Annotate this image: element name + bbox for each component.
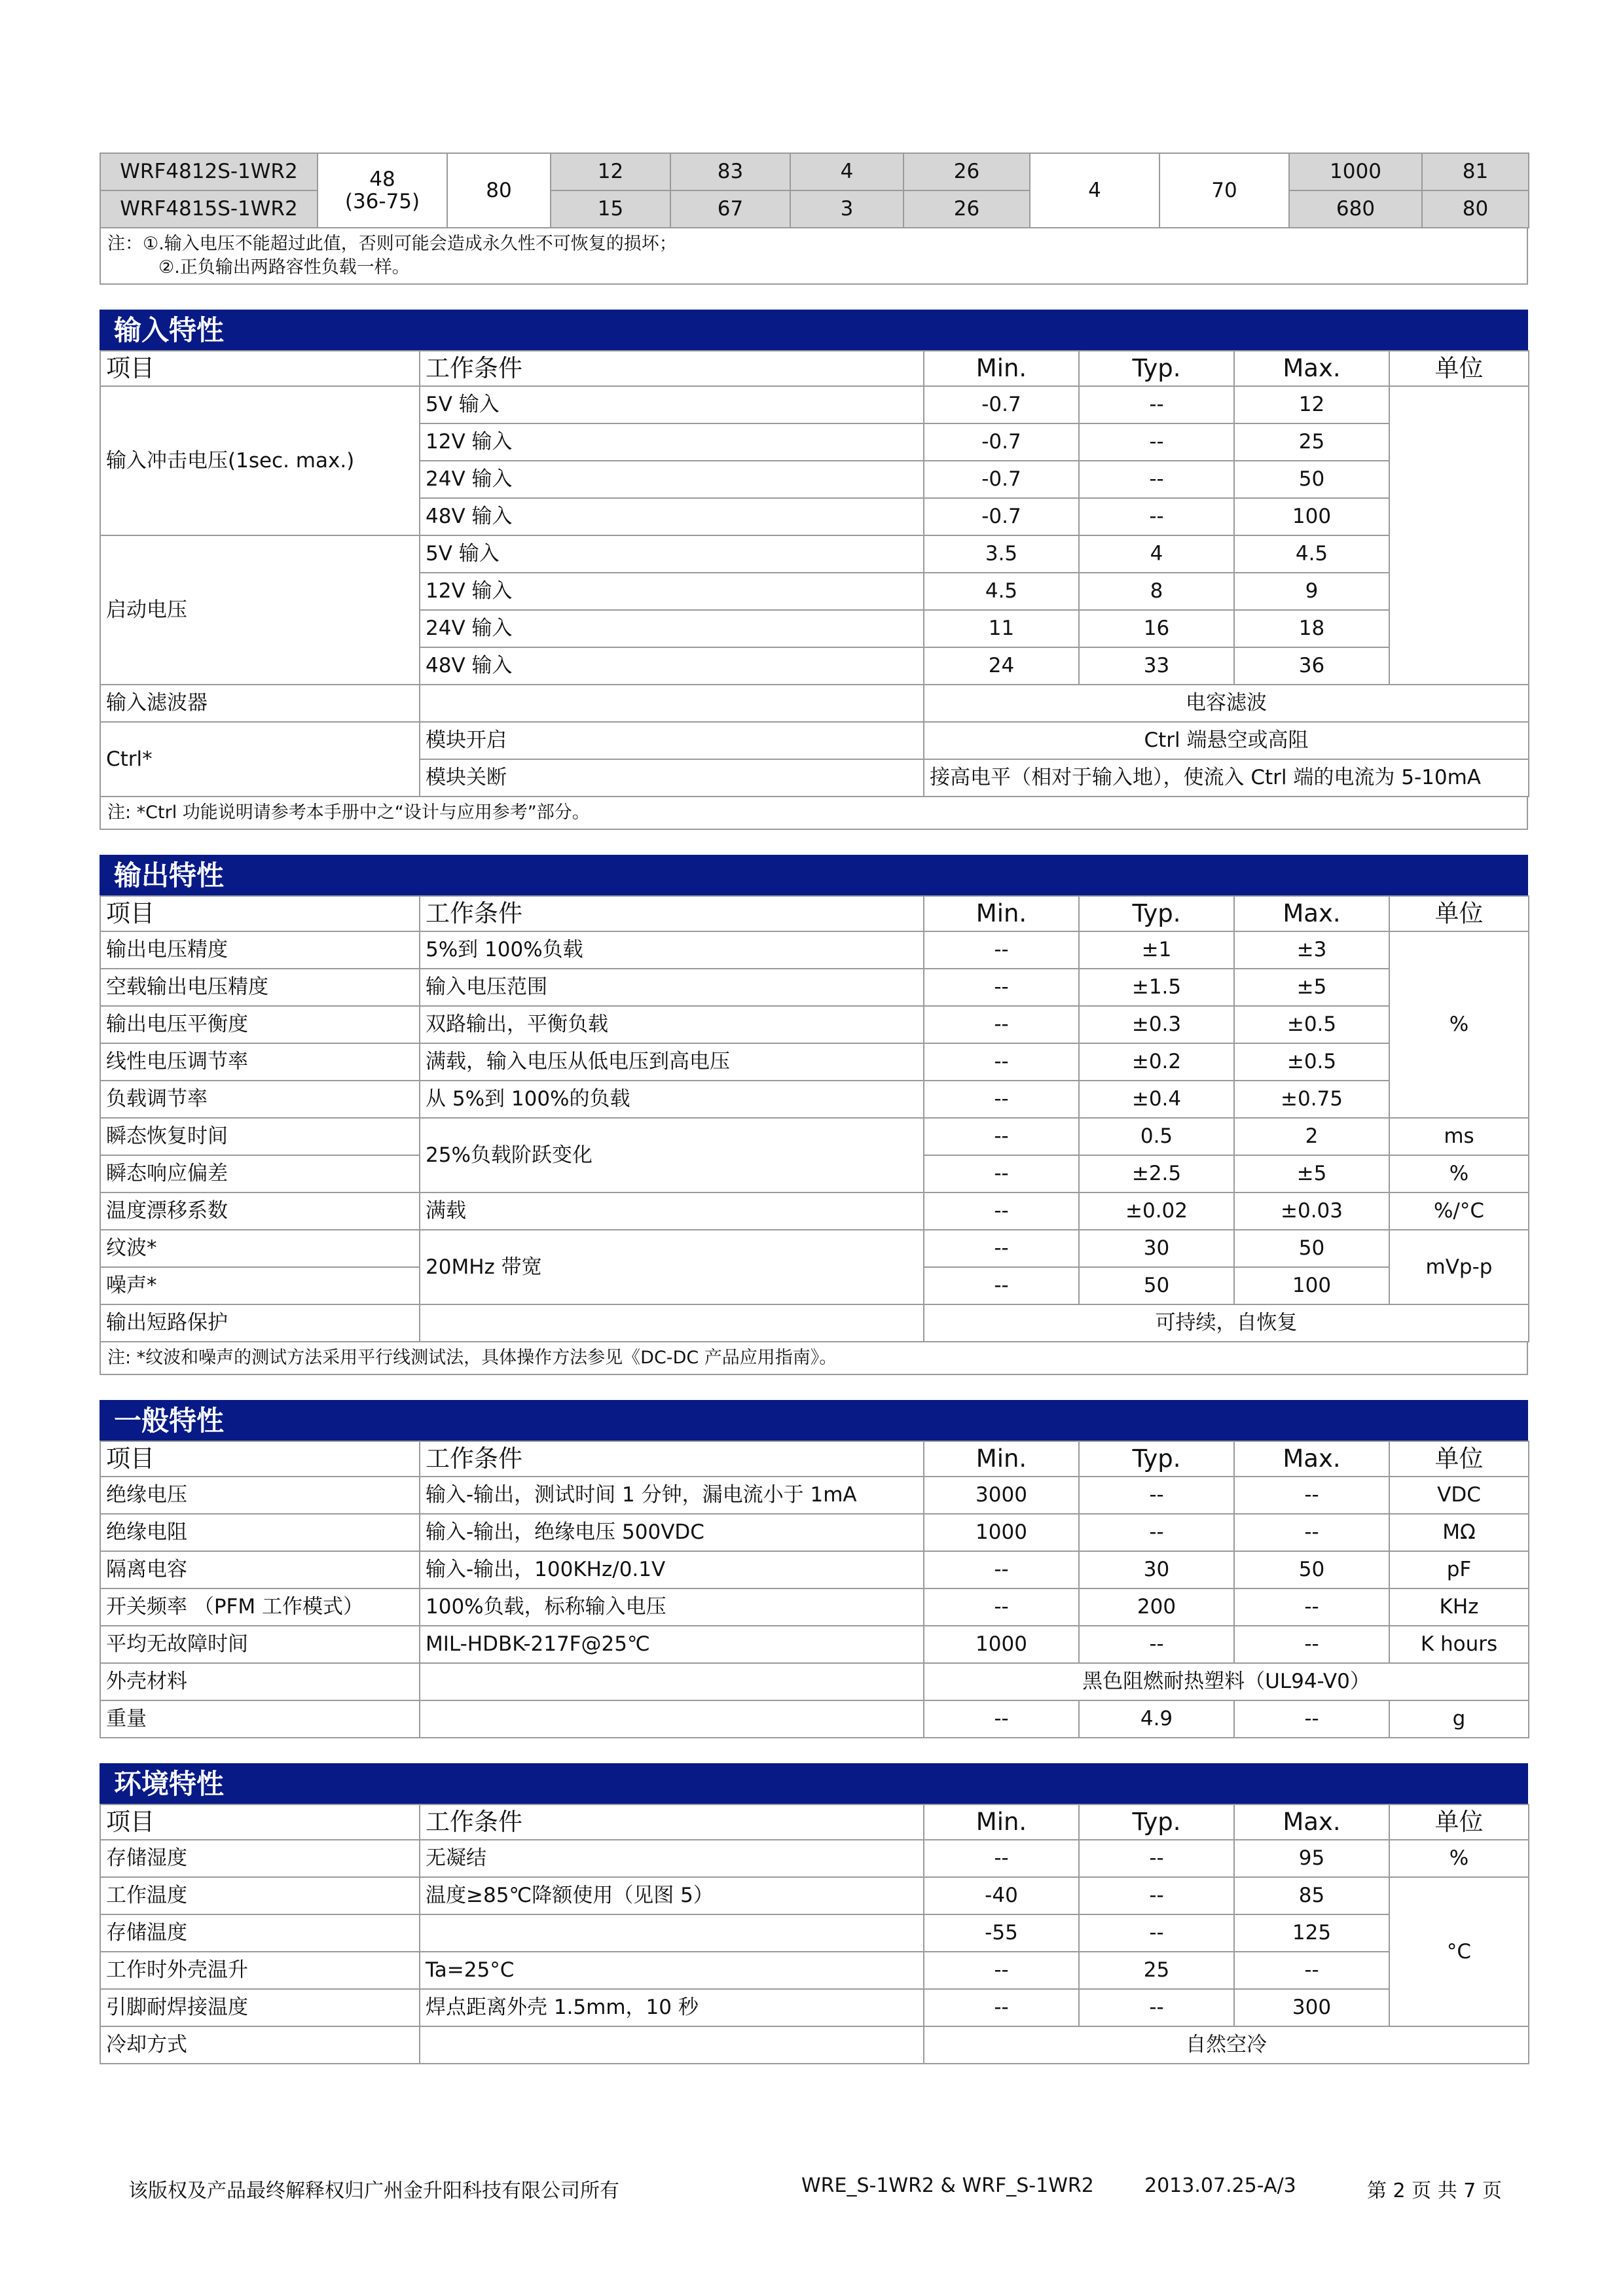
max-cell: ±5 <box>1234 969 1389 1006</box>
header-max: Max. <box>1234 896 1389 931</box>
unit-cell: % <box>1389 1155 1529 1193</box>
min-cell: -0.7 <box>924 386 1079 423</box>
item-cell: 线性电压调节率 <box>100 1043 420 1081</box>
max-cell: 9 <box>1234 573 1389 610</box>
header-typ: Typ. <box>1079 896 1234 931</box>
output-note: 注: *纹波和噪声的测试方法采用平行线测试法，具体操作方法参见《DC-DC 产品应用指南》。 <box>100 1342 1528 1375</box>
max-cell: -- <box>1234 1514 1389 1551</box>
header-unit: 单位 <box>1389 1441 1529 1477</box>
typ-cell: -- <box>1079 1514 1234 1551</box>
header-unit: 单位 <box>1389 896 1529 931</box>
header-min: Min. <box>924 1804 1079 1840</box>
cond-cell: 满载，输入电压从低电压到高电压 <box>420 1043 924 1081</box>
max-cell: -- <box>1234 1952 1389 1989</box>
general-section <box>100 1400 1528 1738</box>
col-a-cell: 4 <box>1030 153 1159 228</box>
cond-cell <box>420 1304 924 1342</box>
typ-cell: 8 <box>1079 573 1234 610</box>
item-cell: 外壳材料 <box>100 1663 420 1700</box>
max-cell: ±5 <box>1234 1155 1389 1193</box>
typ-cell: ±0.02 <box>1079 1193 1234 1230</box>
cond-cell: 48V 输入 <box>420 498 924 535</box>
header-cond: 工作条件 <box>420 896 924 931</box>
typ-cell: -- <box>1079 1914 1234 1952</box>
min-cell: -0.7 <box>924 461 1079 498</box>
ripple-cell: 26 <box>903 153 1030 190</box>
header-unit: 单位 <box>1389 1804 1529 1840</box>
cond-cell: 12V 输入 <box>420 573 924 610</box>
item-cell: 重量 <box>100 1700 420 1738</box>
item-cell: 负载调节率 <box>100 1081 420 1118</box>
max-cell: ±0.03 <box>1234 1193 1389 1230</box>
min-cell: 24 <box>924 647 1079 685</box>
typ-cell: 4 <box>1079 535 1234 573</box>
item-cell: 瞬态响应偏差 <box>100 1155 420 1193</box>
item-cell: 工作时外壳温升 <box>100 1952 420 1989</box>
max-cell: 12 <box>1234 386 1389 423</box>
cap-cell: 1000 <box>1289 153 1422 190</box>
item-cell: 引脚耐焊接温度 <box>100 1989 420 2026</box>
unit-cell: °C <box>1389 1877 1529 2026</box>
item-cell: 输出短路保护 <box>100 1304 420 1342</box>
typ-cell: 0.5 <box>1079 1118 1234 1155</box>
cond-cell: 24V 输入 <box>420 461 924 498</box>
cond-cell: 20MHz 带宽 <box>420 1230 924 1304</box>
model-table <box>100 152 1529 228</box>
cond-cell: 从 5%到 100%的负载 <box>420 1081 924 1118</box>
footer-copyright: 该版权及产品最终解释权归广州金升阳科技有限公司所有 <box>128 2179 619 2202</box>
cond-cell: 输入-输出，测试时间 1 分钟，漏电流小于 1mA <box>420 1477 924 1514</box>
general-table <box>100 1441 1529 1738</box>
typ-cell: -- <box>1079 1626 1234 1663</box>
unit-cell: MΩ <box>1389 1514 1529 1551</box>
typ-cell: 16 <box>1079 610 1234 647</box>
cond-cell: 5V 输入 <box>420 535 924 573</box>
vout-cell: 15 <box>551 190 670 228</box>
typ-cell: 25 <box>1079 1952 1234 1989</box>
ctrl-off-value: 接高电平（相对于输入地），使流入 Ctrl 端的电流为 5-10mA <box>924 759 1529 797</box>
min-cell: -- <box>924 1989 1079 2026</box>
item-cell: 存储温度 <box>100 1914 420 1952</box>
output-table <box>100 895 1529 1342</box>
unit-cell: mVp-p <box>1389 1230 1529 1304</box>
min-cell: 11 <box>924 610 1079 647</box>
iout-max-cell: 83 <box>670 153 790 190</box>
header-min: Min. <box>924 896 1079 931</box>
max-cell: 4.5 <box>1234 535 1389 573</box>
case-value: 黑色阻燃耐热塑料（UL94-V0） <box>924 1663 1529 1700</box>
cond-cell <box>420 2026 924 2064</box>
header-item: 项目 <box>100 1804 420 1840</box>
min-cell: -0.7 <box>924 423 1079 461</box>
unit-cell <box>1389 386 1529 685</box>
typ-cell: ±1 <box>1079 931 1234 969</box>
header-typ: Typ. <box>1079 1804 1234 1840</box>
cond-cell: 无凝结 <box>420 1840 924 1877</box>
typ-cell: -- <box>1079 461 1234 498</box>
max-cell: ±0.75 <box>1234 1081 1389 1118</box>
ctrl-label: Ctrl* <box>100 722 420 797</box>
section-title: 一般特性 <box>100 1400 1528 1441</box>
cond-cell: 100%负载，标称输入电压 <box>420 1588 924 1626</box>
min-cell: 3000 <box>924 1477 1079 1514</box>
header-cond: 工作条件 <box>420 1441 924 1477</box>
min-cell: -- <box>924 1230 1079 1267</box>
max-cell: 300 <box>1234 1989 1389 2026</box>
typ-cell: -- <box>1079 1477 1234 1514</box>
item-cell: 平均无故障时间 <box>100 1626 420 1663</box>
input-section <box>100 310 1528 830</box>
max-cell: 50 <box>1234 461 1389 498</box>
unit-cell: % <box>1389 1840 1529 1877</box>
item-cell: 隔离电容 <box>100 1551 420 1588</box>
header-item: 项目 <box>100 1441 420 1477</box>
min-cell: -- <box>924 1006 1079 1043</box>
max-cell: 25 <box>1234 423 1389 461</box>
typ-cell: ±0.3 <box>1079 1006 1234 1043</box>
vin-max-cell: 80 <box>447 153 551 228</box>
top-table-note: 注：①.输入电压不能超过此值，否则可能会造成永久性不可恢复的损坏； ②.正负输出两路容性负载一样。 <box>100 228 1528 285</box>
ctrl-on-cond: 模块开启 <box>420 722 924 759</box>
min-cell: -- <box>924 1043 1079 1081</box>
model-cell: WRF4812S-1WR2 <box>100 153 318 190</box>
unit-cell: %/°C <box>1389 1193 1529 1230</box>
header-max: Max. <box>1234 351 1389 386</box>
min-cell: -- <box>924 1155 1079 1193</box>
cond-cell <box>420 1914 924 1952</box>
max-cell: 100 <box>1234 498 1389 535</box>
max-cell: 100 <box>1234 1267 1389 1304</box>
header-unit: 单位 <box>1389 351 1529 386</box>
typ-cell: -- <box>1079 386 1234 423</box>
max-cell: 36 <box>1234 647 1389 685</box>
cond-cell: 输入-输出，绝缘电压 500VDC <box>420 1514 924 1551</box>
typ-cell: -- <box>1079 498 1234 535</box>
footer-page-number: 第 2 页 共 7 页 <box>1367 2179 1502 2202</box>
max-cell: -- <box>1234 1588 1389 1626</box>
min-cell: -- <box>924 1952 1079 1989</box>
unit-cell: KHz <box>1389 1588 1529 1626</box>
item-cell: 开关频率 （PFM 工作模式） <box>100 1588 420 1626</box>
cond-cell: 12V 输入 <box>420 423 924 461</box>
start-label: 启动电压 <box>100 535 420 685</box>
typ-cell: -- <box>1079 1840 1234 1877</box>
max-cell: -- <box>1234 1626 1389 1663</box>
max-cell: 2 <box>1234 1118 1389 1155</box>
surge-label: 输入冲击电压(1sec. max.) <box>100 386 420 535</box>
cond-cell: 焊点距离外壳 1.5mm，10 秒 <box>420 1989 924 2026</box>
cond-cell <box>420 1700 924 1738</box>
ripple-cell: 26 <box>903 190 1030 228</box>
max-cell: -- <box>1234 1700 1389 1738</box>
iout-max-cell: 67 <box>670 190 790 228</box>
min-cell: -- <box>924 1081 1079 1118</box>
typ-cell: -- <box>1079 423 1234 461</box>
header-cond: 工作条件 <box>420 1804 924 1840</box>
cond-cell: 48V 输入 <box>420 647 924 685</box>
cond-cell: 温度≥85℃降额使用（见图 5） <box>420 1877 924 1914</box>
typ-cell: 4.9 <box>1079 1700 1234 1738</box>
env-table <box>100 1804 1529 2064</box>
min-cell: -40 <box>924 1877 1079 1914</box>
col-b-cell: 70 <box>1159 153 1289 228</box>
header-max: Max. <box>1234 1804 1389 1840</box>
footer-series: WRE_S-1WR2 & WRF_S-1WR2 <box>801 2174 1094 2197</box>
min-cell: -- <box>924 1588 1079 1626</box>
env-section <box>100 1763 1528 2064</box>
typ-cell: 200 <box>1079 1588 1234 1626</box>
max-cell: ±0.5 <box>1234 1043 1389 1081</box>
section-title: 环境特性 <box>100 1763 1528 1804</box>
iout-min-cell: 4 <box>790 153 903 190</box>
item-cell: 输出电压平衡度 <box>100 1006 420 1043</box>
vout-cell: 12 <box>551 153 670 190</box>
vin-cell: 48 (36-75) <box>318 153 447 228</box>
typ-cell: ±0.4 <box>1079 1081 1234 1118</box>
filter-value: 电容滤波 <box>924 685 1529 722</box>
min-cell: 1000 <box>924 1626 1079 1663</box>
max-cell: ±3 <box>1234 931 1389 969</box>
item-cell: 绝缘电压 <box>100 1477 420 1514</box>
max-cell: 125 <box>1234 1914 1389 1952</box>
min-cell: -- <box>924 1700 1079 1738</box>
short-value: 可持续，自恢复 <box>924 1304 1529 1342</box>
min-cell: -55 <box>924 1914 1079 1952</box>
typ-cell: -- <box>1079 1877 1234 1914</box>
datasheet-page <box>100 0 1528 2064</box>
typ-cell: ±0.2 <box>1079 1043 1234 1081</box>
model-cell: WRF4815S-1WR2 <box>100 190 318 228</box>
cond-cell: 输入电压范围 <box>420 969 924 1006</box>
max-cell: 18 <box>1234 610 1389 647</box>
input-note: 注: *Ctrl 功能说明请参考本手册中之“设计与应用参考”部分。 <box>100 797 1528 830</box>
unit-cell: pF <box>1389 1551 1529 1588</box>
min-cell: 1000 <box>924 1514 1079 1551</box>
header-cond: 工作条件 <box>420 351 924 386</box>
header-item: 项目 <box>100 351 420 386</box>
min-cell: 4.5 <box>924 573 1079 610</box>
cap-cell: 680 <box>1289 190 1422 228</box>
typ-cell: 30 <box>1079 1230 1234 1267</box>
cond-cell: 输入-输出，100KHz/0.1V <box>420 1551 924 1588</box>
ctrl-on-value: Ctrl 端悬空或高阻 <box>924 722 1529 759</box>
cond-cell <box>420 1663 924 1700</box>
min-cell: -- <box>924 1840 1079 1877</box>
item-cell: 输出电压精度 <box>100 931 420 969</box>
cond-cell: Ta=25°C <box>420 1952 924 1989</box>
filter-label: 输入滤波器 <box>100 685 420 722</box>
output-section <box>100 855 1528 1375</box>
max-cell: -- <box>1234 1477 1389 1514</box>
typ-cell: 50 <box>1079 1267 1234 1304</box>
typ-cell: ±1.5 <box>1079 969 1234 1006</box>
item-cell: 瞬态恢复时间 <box>100 1118 420 1155</box>
input-table <box>100 350 1529 797</box>
header-typ: Typ. <box>1079 1441 1234 1477</box>
cond-cell: 5V 输入 <box>420 386 924 423</box>
header-typ: Typ. <box>1079 351 1234 386</box>
item-cell: 存储湿度 <box>100 1840 420 1877</box>
max-cell: 85 <box>1234 1877 1389 1914</box>
iout-min-cell: 3 <box>790 190 903 228</box>
item-cell: 冷却方式 <box>100 2026 420 2064</box>
typ-cell: 30 <box>1079 1551 1234 1588</box>
item-cell: 绝缘电阻 <box>100 1514 420 1551</box>
cool-value: 自然空冷 <box>924 2026 1529 2064</box>
unit-cell: ms <box>1389 1118 1529 1155</box>
unit-cell: K hours <box>1389 1626 1529 1663</box>
min-cell: -- <box>924 1118 1079 1155</box>
item-cell: 纹波* <box>100 1230 420 1267</box>
ctrl-off-cond: 模块关断 <box>420 759 924 797</box>
unit-cell: g <box>1389 1700 1529 1738</box>
cond-cell: 双路输出，平衡负载 <box>420 1006 924 1043</box>
min-cell: -- <box>924 931 1079 969</box>
header-min: Min. <box>924 1441 1079 1477</box>
max-cell: 50 <box>1234 1230 1389 1267</box>
min-cell: -- <box>924 1267 1079 1304</box>
item-cell: 噪声* <box>100 1267 420 1304</box>
max-cell: ±0.5 <box>1234 1006 1389 1043</box>
item-cell: 空载输出电压精度 <box>100 969 420 1006</box>
item-cell: 工作温度 <box>100 1877 420 1914</box>
unit-cell: % <box>1389 931 1529 1118</box>
max-cell: 50 <box>1234 1551 1389 1588</box>
max-cell: 95 <box>1234 1840 1389 1877</box>
section-title: 输入特性 <box>100 310 1528 350</box>
min-cell: 3.5 <box>924 535 1079 573</box>
header-item: 项目 <box>100 896 420 931</box>
min-cell: -- <box>924 1551 1079 1588</box>
min-cell: -- <box>924 969 1079 1006</box>
cond-cell: 25%负载阶跃变化 <box>420 1118 924 1193</box>
footer-version: 2013.07.25-A/3 <box>1144 2174 1296 2197</box>
unit-cell: VDC <box>1389 1477 1529 1514</box>
typ-cell: -- <box>1079 1989 1234 2026</box>
section-title: 输出特性 <box>100 855 1528 895</box>
typ-cell: ±2.5 <box>1079 1155 1234 1193</box>
cond-cell <box>420 685 924 722</box>
eff-cell: 81 <box>1422 153 1529 190</box>
cond-cell: 24V 输入 <box>420 610 924 647</box>
header-min: Min. <box>924 351 1079 386</box>
min-cell: -- <box>924 1193 1079 1230</box>
typ-cell: 33 <box>1079 647 1234 685</box>
cond-cell: 5%到 100%负载 <box>420 931 924 969</box>
item-cell: 温度漂移系数 <box>100 1193 420 1230</box>
eff-cell: 80 <box>1422 190 1529 228</box>
header-max: Max. <box>1234 1441 1389 1477</box>
min-cell: -0.7 <box>924 498 1079 535</box>
cond-cell: 满载 <box>420 1193 924 1230</box>
cond-cell: MIL-HDBK-217F@25℃ <box>420 1626 924 1663</box>
